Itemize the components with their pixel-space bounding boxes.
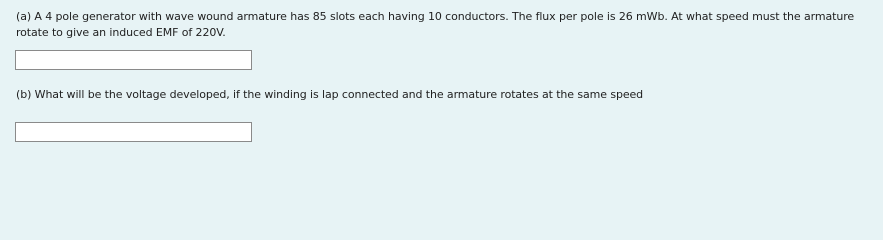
question-b-text: (b) What will be the voltage developed, if the winding is lap connected and the armature rotates at the same speed [16,88,644,101]
answer-b-input[interactable] [15,122,252,142]
answer-a-input[interactable] [15,50,252,70]
question-a-text: (a) A 4 pole generator with wave wound armature has 85 slots each having 10 conductors. The flux per pole is 26 mWb. At what speed must the armature rotate to give an induced EMF of 220V. [16,10,855,39]
